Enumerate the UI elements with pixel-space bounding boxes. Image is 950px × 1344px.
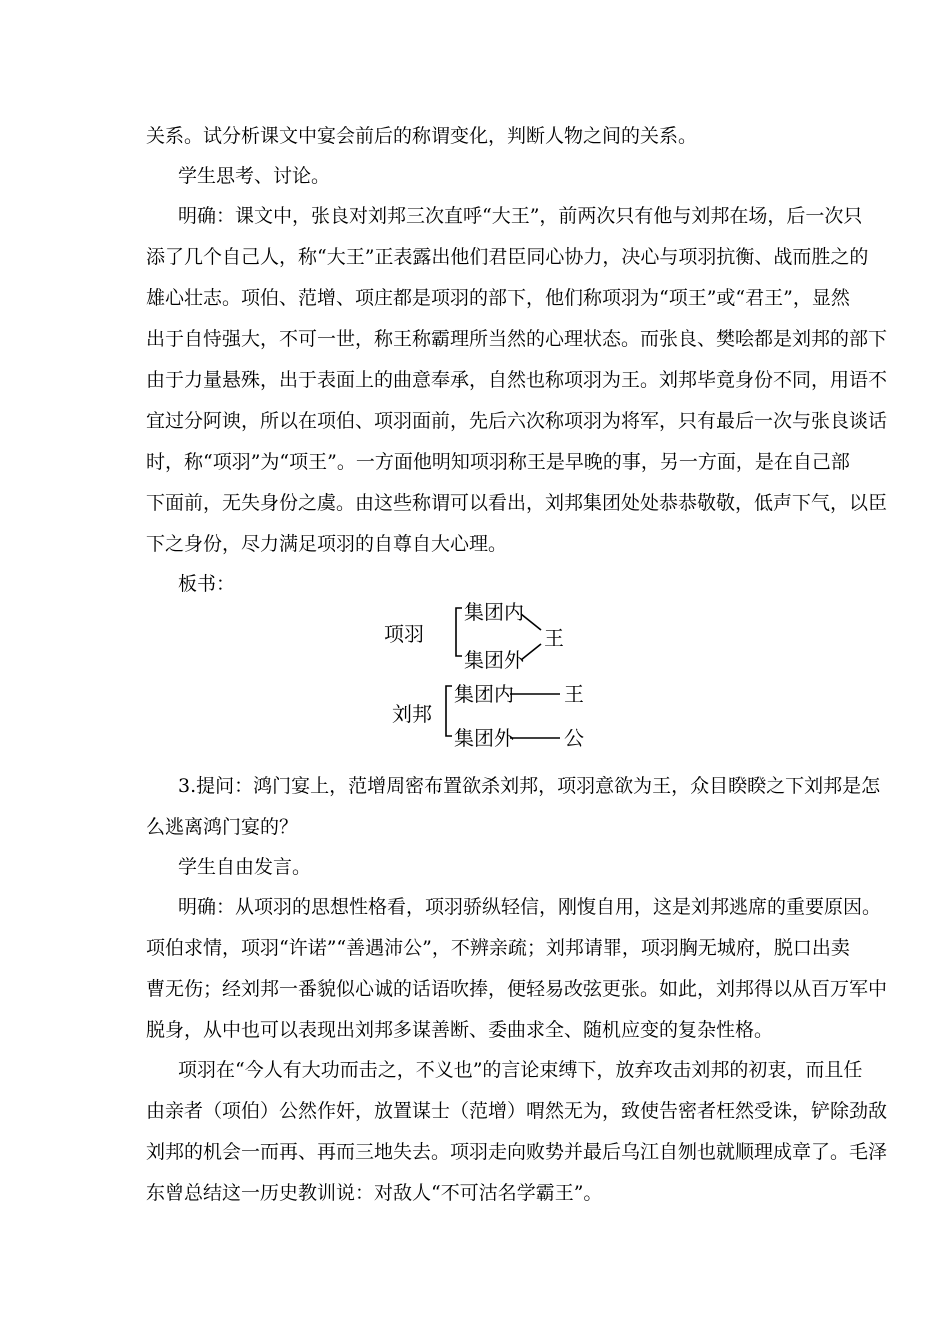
paragraph-line: 明确：从项羽的思想性格看，项羽骄纵轻信，刚愎自用，这是刘邦逃席的重要原因。	[178, 896, 882, 918]
paragraph-line: 项伯求情，项羽“许诺”“善遇沛公”，不辨亲疏；刘邦请罪，项羽胸无城府，脱口出卖	[146, 937, 850, 959]
paragraph-line: 下面前，无失身份之虞。由这些称谓可以看出，刘邦集团处处恭恭敬敬，低声下气，以臣	[146, 492, 888, 514]
paragraph-line: 学生自由发言。	[178, 856, 312, 878]
paragraph-line: 添了几个自己人，称“大王”正表露出他们君臣同心协力，决心与项羽抗衡、战而胜之的	[146, 246, 869, 268]
paragraph-line: 由于力量悬殊，出于表面上的曲意奉承，自然也称项羽为王。刘邦毕竟身份不同，用语不	[146, 369, 888, 391]
paragraph-line: 由亲者（项伯）公然作奸，放置谋士（范增）喟然无为，致使告密者枉然受诛，铲除劲敌	[146, 1100, 888, 1122]
paragraph-line: 下之身份，尽力满足项羽的自尊自大心理。	[146, 533, 508, 555]
liubang-inner-title: 王	[564, 682, 584, 706]
liubang-label: 刘邦	[392, 702, 432, 726]
paragraph-line: 么逃离鸿门宴的？	[146, 816, 299, 838]
paragraph-line: 项羽在“今人有大功而击之，不义也”的言论束缚下，放弃攻击刘邦的初衷，而且任	[178, 1059, 863, 1081]
paragraph-line: 学生思考、讨论。	[178, 165, 331, 187]
paragraph-line: 曹无伤；经刘邦一番貌似心诚的话语吹捧，便轻易改弦更张。如此，刘邦得以从百万军中	[146, 978, 888, 1000]
paragraph-line: 东曾总结这一历史教训说：对敌人“不可沽名学霸王”。	[146, 1182, 603, 1204]
paragraph-line: 明确：课文中，张良对刘邦三次直呼“大王”，前两次只有他与刘邦在场，后一次只	[178, 205, 863, 227]
paragraph-line: 雄心壮志。项伯、范增、项庄都是项羽的部下，他们称项羽为“项王”或“君王”，显然	[146, 287, 850, 309]
paragraph-line: 关系。试分析课文中宴会前后的称谓变化，判断人物之间的关系。	[146, 125, 698, 147]
xiangyu-inner-label: 集团内	[464, 600, 524, 624]
paragraph-line: 宜过分阿谀，所以在项伯、项羽面前，先后六次称项羽为将军，只有最后一次与张良谈话	[146, 410, 888, 432]
liubang-outer-title: 公	[564, 726, 584, 750]
xiangyu-outer-label: 集团外	[464, 648, 524, 672]
paragraph-line: 刘邦的机会一而再、再而三地失去。项羽走向败势并最后乌江自刎也就顺理成章了。毛泽	[146, 1141, 888, 1163]
xiangyu-title-label: 王	[544, 626, 564, 650]
paragraph-line: 出于自恃强大，不可一世，称王称霸理所当然的心理状态。而张良、樊哙都是刘邦的部下	[146, 328, 888, 350]
paragraph-line: 3.提问：鸿门宴上，范增周密布置欲杀刘邦，项羽意欲为王，众目睽睽之下刘邦是怎	[178, 775, 881, 797]
xiangyu-label: 项羽	[384, 622, 424, 646]
paragraph-line: 脱身，从中也可以表现出刘邦多谋善断、委曲求全、随机应变的复杂性格。	[146, 1019, 774, 1041]
board-label: 板书：	[178, 573, 236, 595]
liubang-inner-label: 集团内	[454, 682, 514, 706]
paragraph-line: 时，称“项羽”为“项王”。一方面他明知项羽称王是早晚的事，另一方面，是在自己部	[146, 451, 850, 473]
blackboard-diagram	[380, 598, 610, 754]
liubang-outer-label: 集团外	[454, 726, 514, 750]
